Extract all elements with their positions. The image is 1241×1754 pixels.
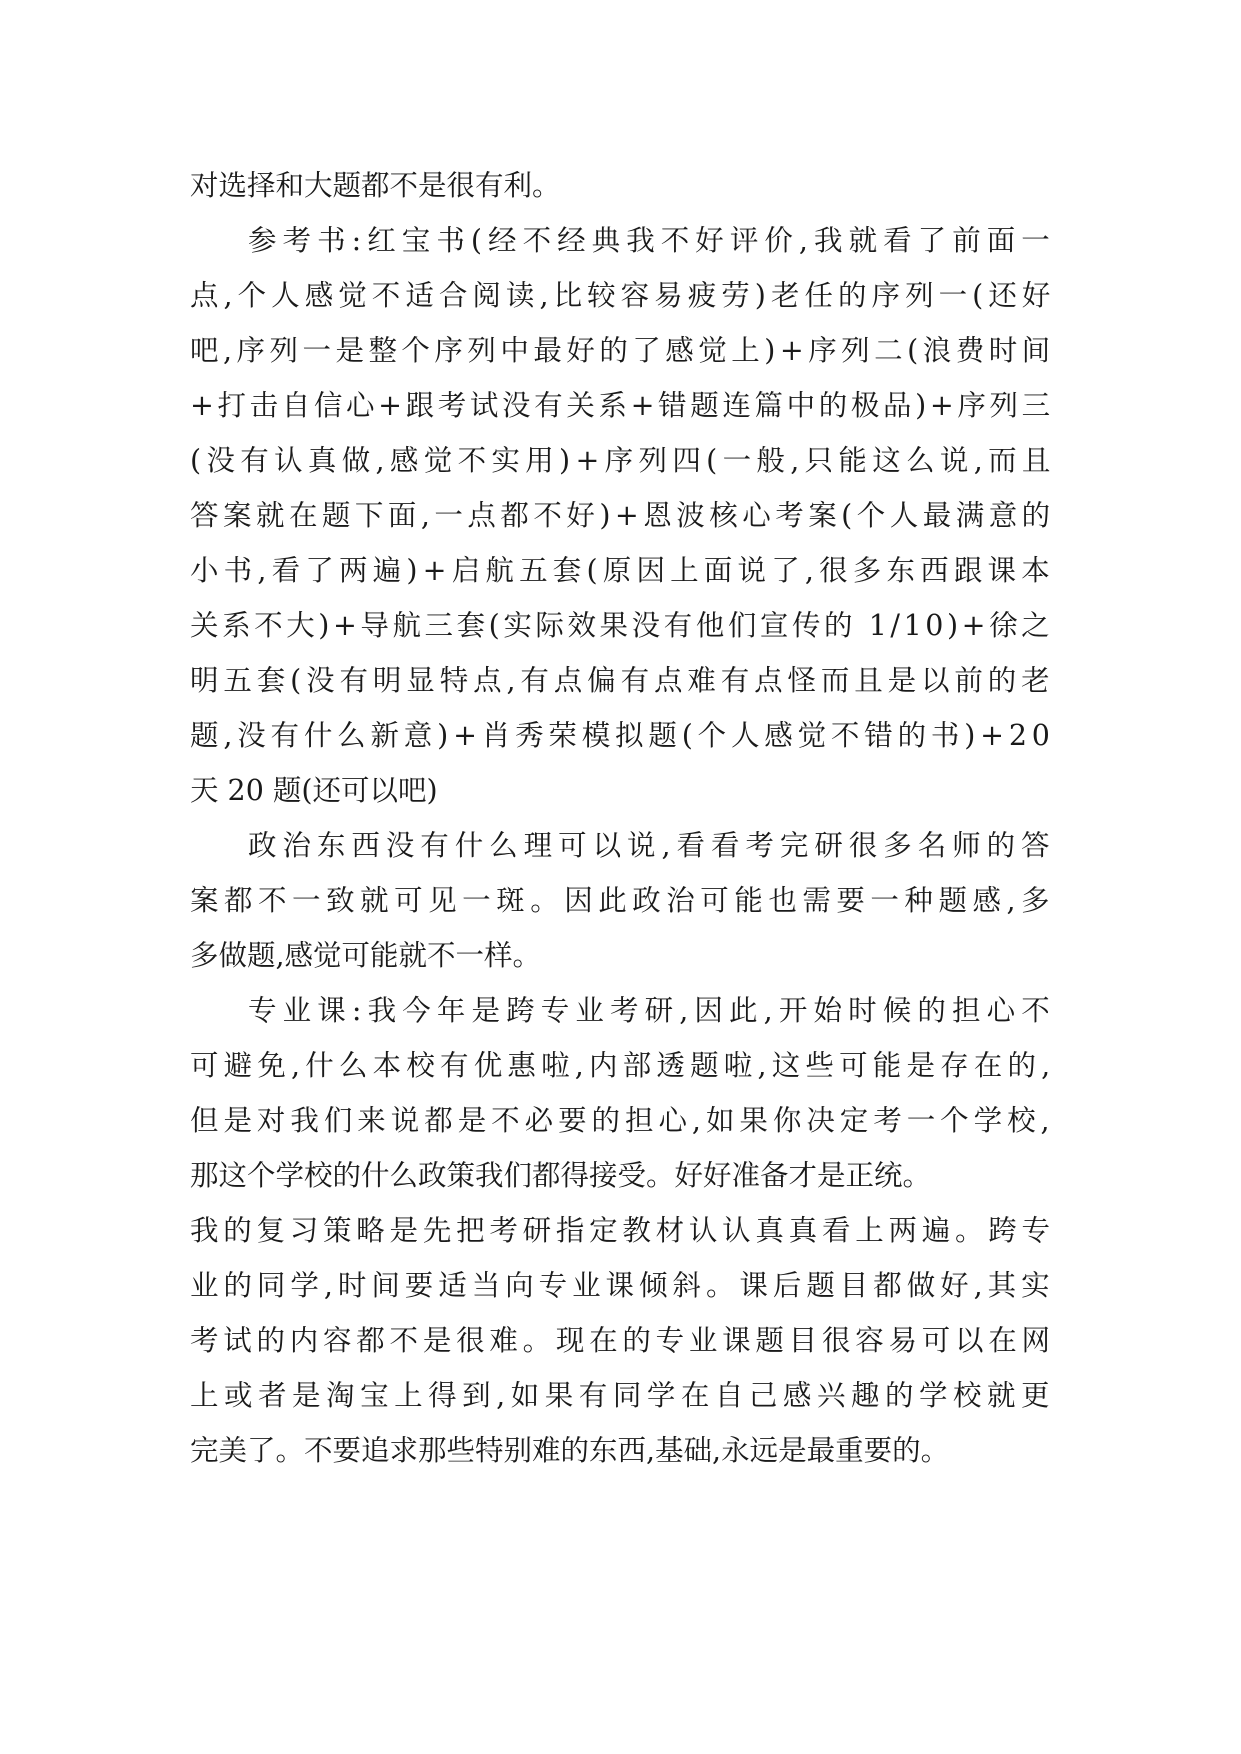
- paragraph-major-courses: [190, 983, 1056, 1478]
- text-line: 业的同学,时间要适当向专业课倾斜。课后题目都做好,其实: [190, 1269, 1055, 1302]
- text-line: +打击自信心+跟考试没有关系+错题连篇中的极品)+序列三: [190, 389, 1054, 422]
- paragraph-reference-books: [190, 213, 1056, 818]
- text-line: 那这个学校的什么政策我们都得接受。好好准备才是正统。: [190, 1159, 932, 1192]
- text-line: 题,没有什么新意)+肖秀荣模拟题(个人感觉不错的书)+20: [190, 719, 1055, 752]
- text-line: 关系不大)+导航三套(实际效果没有他们宣传的 1/10)+徐之: [190, 609, 1054, 642]
- text-line: 天 20 题(还可以吧): [190, 774, 438, 807]
- text-line: 政治东西没有什么理可以说,看看考完研很多名师的答: [248, 829, 1056, 862]
- paragraph-politics: [190, 818, 1056, 983]
- text-line: 我的复习策略是先把考研指定教材认认真真看上两遍。跨专: [190, 1214, 1055, 1247]
- text-line: 答案就在题下面,一点都不好)+恩波核心考案(个人最满意的: [190, 499, 1055, 532]
- text-line: 点,个人感觉不适合阅读,比较容易疲劳)老任的序列一(还好: [190, 279, 1056, 312]
- text-line: 完美了。不要追求那些特别难的东西,基础,永远是最重要的。: [190, 1434, 950, 1467]
- text-line: 专业课:我今年是跨专业考研,因此,开始时候的担心不: [248, 994, 1056, 1027]
- text-line: 明五套(没有明显特点,有点偏有点难有点怪而且是以前的老: [190, 664, 1055, 697]
- text-line: 考试的内容都不是很难。现在的专业课题目很容易可以在网: [190, 1324, 1055, 1357]
- text-line: 上或者是淘宝上得到,如果有同学在自己感兴趣的学校就更: [190, 1379, 1056, 1412]
- text-line: (没有认真做,感觉不实用)+序列四(一般,只能这么说,而且: [190, 444, 1056, 477]
- text-line: 参考书:红宝书(经不经典我不好评价,我就看了前面一: [248, 224, 1056, 257]
- text-line: 小书,看了两遍)+启航五套(原因上面说了,很多东西跟课本: [190, 554, 1055, 587]
- paragraph-continuation: [190, 158, 1050, 213]
- text-line: 对选择和大题都不是很有利。: [190, 169, 561, 202]
- text-line: 但是对我们来说都是不必要的担心,如果你决定考一个学校,: [190, 1104, 1055, 1137]
- text-line: 多做题,感觉可能就不一样。: [190, 939, 542, 972]
- body-text: [190, 158, 1056, 1478]
- text-line: 案都不一致就可见一斑。因此政治可能也需要一种题感,多: [190, 884, 1056, 917]
- text-line: 吧,序列一是整个序列中最好的了感觉上)+序列二(浪费时间: [190, 334, 1055, 367]
- text-line: 可避免,什么本校有优惠啦,内部透题啦,这些可能是存在的,: [190, 1049, 1056, 1082]
